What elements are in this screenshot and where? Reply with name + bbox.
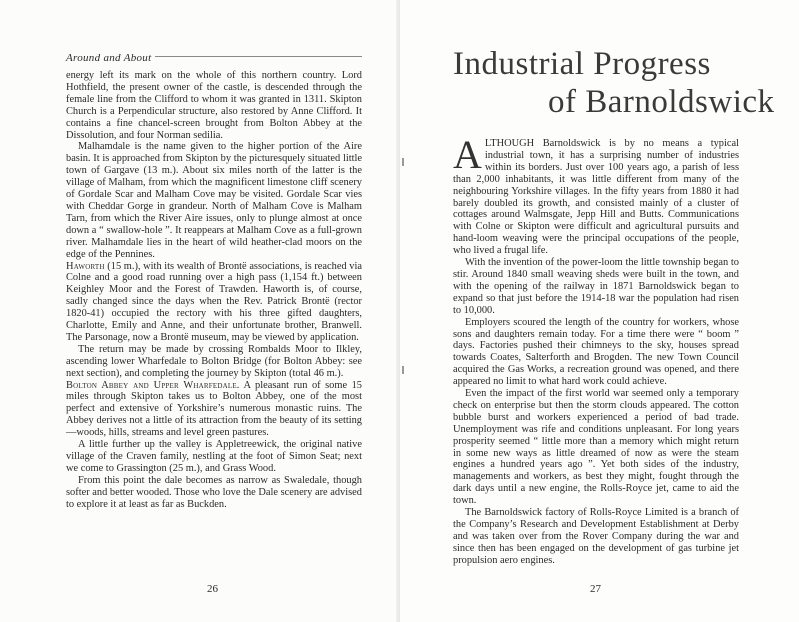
paragraph: Haworth (15 m.), with its wealth of Brontë associations, is reached via Colne and a good road running over a high pass (1,154 ft.) between Keighley Moor and the Forest of Trawden. Haworth is, of course, sadly changed since the days when the Rev. Patrick Brontë (rector 1820-41) occupied the rectory with his three gifted daughters, Charlotte, Emily and Anne, and their unfortunate brother, Branwell. The Parsonage, now a Brontë museum, may be viewed by application. (66, 260, 362, 343)
right-body-column (453, 132, 739, 567)
paragraph: Malhamdale is the name given to the higher portion of the Aire basin. It is approached from Skipton by the picturesquely situated little town of Gargave (13 m.). About six miles north of the latter is the village of Malham, from which the magnificent limestone cliff scenery of Gordale Scar and Malham Cove may be visited. Gordale Scar vies with Cheddar Gorge in grandeur. North of Malham Cove is Malham Tarn, from which the River Aire issues, only to plunge almost at once down a “ swallow-hole ”. It reappears at Malham Cove as a full-grown river. Malhamdale lies in the heart of wild heather-clad moors on the edge of the Pennines. (66, 141, 362, 260)
paragraph: The return may be made by crossing Rombalds Moor to Ilkley, ascending lower Wharfedale to Bolton Bridge (for Bolton Abbey: see next section), and completing the journey by Skipton (total 46 m.). (66, 343, 362, 379)
paragraph: Bolton Abbey and Upper Wharfedale. A pleasant run of some 15 miles through Skipton takes us to Bolton Abbey, one of the most perfect and extensive of Yorkshire’s numerous monastic ruins. The Abbey derives not a little of its attraction from the beauty of its setting—woods, hills, streams and level green pastures. (66, 379, 362, 439)
page-number: 27 (590, 583, 601, 595)
right-page (400, 0, 799, 622)
margin-mark (402, 366, 404, 374)
article-title-line-1: Industrial Progress (453, 46, 711, 82)
section-lead: Bolton Abbey and Upper Wharfedale. (66, 379, 240, 391)
paragraph: ALTHOUGH Barnoldswick is by no means a typical industrial town, it has a surprising number of industries within its borders. Just over 100 years ago, a parish of less than 2,000 inhabitants, it was little different from many of the neighbouring Yorkshire villages. In the fifty years from 1880 it had barely doubled its growth, and consisted mainly of a cluster of cottages around Walmsgate, Jepp Hill and Butts. Communications with Colne or Skipton were difficult and agricultural pursuits and hand-loom weaving were the principal occupations of the people, who lived a frugal life. (453, 132, 739, 257)
article-title-line-2: of Barnoldswick (548, 84, 775, 120)
drop-cap: A (453, 132, 482, 177)
paragraph: From this point the dale becomes as narrow as Swaledale, though softer and better wooded. Those who love the Dale scenery are advised to explore it at least as far as Buckden. (66, 474, 362, 510)
page-number: 26 (207, 583, 218, 595)
left-body-column (66, 70, 362, 511)
paragraph: With the invention of the power-loom the little township began to stir. Around 1840 small weaving sheds were built in the town, and with the opening of the railway in 1871 Barnoldswick began to expand so that just before the 1914-18 war the population had risen to 10,000. (453, 257, 739, 316)
paragraph: Even the impact of the first world war seemed only a temporary check on enterprise but then the storm clouds appeared. The cotton bubble burst and workers experienced a period of bad trade. Unemployment was rife and conditions unpleasant. For long years prosperity seemed “ little more than a memory which might return in some new ways as little dreamed of now as were the steam engines a hundred years ago ”. Yet both sides of the industry, managements and workers, as best they might, fought through the dark days until a new engine, the Rolls-Royce jet, came to aid the town. (453, 388, 739, 507)
section-lead: Haworth (66, 260, 105, 272)
margin-mark (402, 158, 404, 166)
paragraph: energy left its mark on the whole of this northern country. Lord Hothfield, the present owner of the castle, is descended through the female line from the Clifford to whom it was granted in 1311. Skipton Church is a Perpendicular structure, also restored by Anne Clifford. It contains a fine chancel-screen brought from Bolton Abbey at the Dissolution, and four Norman sedilia. (66, 70, 362, 141)
paragraph: Employers scoured the length of the country for workers, whose sons and daughters remain today. For a time there were “ boom ” days. Factories pushed their chimneys to the sky, houses spread towards Coates, Salterforth and Brogden. The new Town Council acquired the Gas Works, a recreation ground was opened, and there appeared no limit to what hard work could achieve. (453, 316, 739, 388)
paragraph: The Barnoldswick factory of Rolls-Royce Limited is a branch of the Company’s Research and Development Establishment at Derby and was taken over from the Rover Company during the war and since then has been engaged on the development of gas turbine jet propulsion aero engines. (453, 507, 739, 566)
running-head (66, 48, 362, 62)
paragraph: A little further up the valley is Appletreewick, the original native village of the Craven family, nestling at the foot of Simon Seat; next we come to Grassington (25 m.), and Grass Wood. (66, 439, 362, 474)
running-head-text: Around and About (66, 52, 155, 64)
